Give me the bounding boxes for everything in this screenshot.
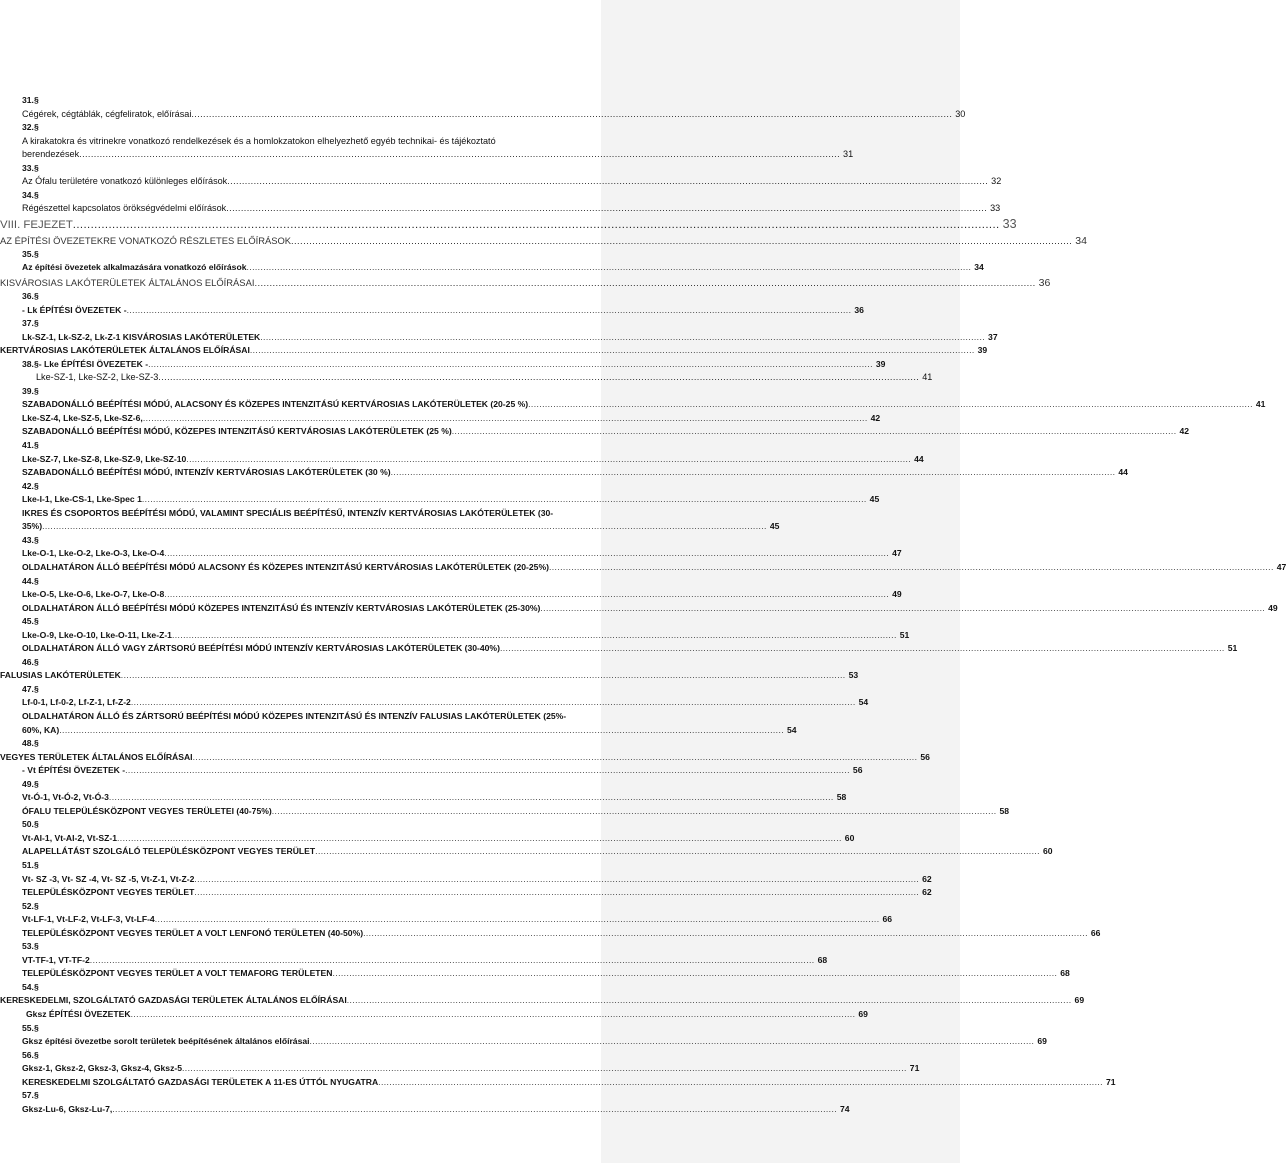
toc-leader-dots: .................................................................................................................................................................................................................................................................... xyxy=(540,602,1266,613)
toc-entry-title: 54.§ xyxy=(22,981,39,992)
toc-leader-dots: .................................................................................................................................................................................................................................................................... xyxy=(194,873,920,884)
toc-entry-title: 35.§ xyxy=(22,248,39,259)
toc-entry-title: AZ ÉPÍTÉSI ÖVEZETEKRE VONATKOZÓ RÉSZLETES ELŐÍRÁSOK xyxy=(0,234,292,246)
toc-entry[interactable] xyxy=(0,453,924,467)
toc-entry-title: Az Ófalu területére vonatkozó különleges előírások xyxy=(22,176,228,187)
toc-entry[interactable] xyxy=(0,602,1278,616)
toc-leader-dots: .................................................................................................................................................................................................................................................................... xyxy=(548,561,1274,572)
toc-entry[interactable] xyxy=(0,202,1001,216)
toc-entry-title: Lf-0-1, Lf-0-2, Lf-Z-1, Lf-Z-2 xyxy=(22,697,131,708)
toc-entry[interactable] xyxy=(0,507,627,521)
toc-page-number: 68 xyxy=(817,954,828,965)
toc-entry[interactable] xyxy=(0,954,828,968)
toc-entry[interactable] xyxy=(0,940,627,954)
toc-entry-title: Lke-SZ-7, Lke-SZ-8, Lke-SZ-9, Lke-SZ-10 xyxy=(22,453,187,464)
toc-page-number: 62 xyxy=(922,887,932,898)
toc-entry[interactable] xyxy=(0,1103,850,1117)
toc-entry[interactable] xyxy=(0,275,1051,290)
toc-page-number: 30 xyxy=(955,108,966,119)
toc-leader-dots: .................................................................................................................................................................................................................................................................... xyxy=(126,304,852,315)
toc-entry-title: Lke-SZ-1, Lke-SZ-2, Lke-SZ-3 xyxy=(36,372,159,383)
toc-page-number: 58 xyxy=(999,805,1010,816)
toc-entry-title: Az építési övezetek alkalmazására vonatkozó előírások xyxy=(22,262,247,273)
toc-entry[interactable] xyxy=(0,886,932,900)
toc-leader-dots: .................................................................................................................................................................................................................................................................... xyxy=(378,1076,1103,1087)
toc-page-number: 47 xyxy=(892,548,902,559)
toc-leader-dots: .................................................................................................................................................................................................................................................................... xyxy=(194,887,920,898)
toc-entry-title: OLDALHATÁRON ÁLLÓ VAGY ZÁRTSORÚ BEÉPÍTÉSI MÓDÚ INTENZÍV KERTVÁROSIAS LAKÓTERÜLETEK (30-40%) xyxy=(22,643,500,654)
toc-entry-title: KERESKEDELMI SZOLGÁLTATÓ GAZDASÁGI TERÜLETEK A 11-ES ÚTTÓL NYUGATRA xyxy=(22,1076,379,1087)
toc-leader-dots: .................................................................................................................................................................................................................................................................... xyxy=(499,643,1225,654)
toc-leader-dots: .................................................................................................................................................................................................................................................................... xyxy=(186,453,912,464)
toc-entry[interactable] xyxy=(0,385,627,399)
toc-leader-dots: .................................................................................................................................................................................................................................................................... xyxy=(346,995,1072,1006)
toc-entry[interactable] xyxy=(0,189,627,203)
toc-page-number: 54 xyxy=(858,697,869,708)
toc-entry[interactable] xyxy=(0,696,869,710)
toc-entry-title: 50.§ xyxy=(22,819,39,830)
toc-leader-dots: .................................................................................................................................................................................................................................................................... xyxy=(271,805,997,816)
toc-page-number: 49 xyxy=(892,589,902,600)
toc-entry[interactable] xyxy=(0,913,893,927)
toc-entry-title: ÓFALU TELEPÜLÉSKÖZPONT VEGYES TERÜLETEI (40-75%) xyxy=(22,805,272,816)
toc-page-number: 37 xyxy=(988,331,998,342)
toc-entry-title: Cégérek, cégtáblák, cégfeliratok, előírásai xyxy=(22,108,192,119)
toc-entry[interactable] xyxy=(0,480,627,494)
toc-leader-dots: .................................................................................................................................................................................................................................................................... xyxy=(254,277,1036,289)
toc-leader-dots: .................................................................................................................................................................................................................................................................... xyxy=(79,149,841,160)
toc-entry-title: SZABADONÁLLÓ BEÉPÍTÉSI MÓDÚ, ALACSONY ÉS KÖZEPES INTENZITÁSÚ KERTVÁROSIAS LAKÓTERÜLETEK (20-25 %) xyxy=(22,399,529,410)
toc-entry[interactable] xyxy=(0,94,627,108)
toc-entry-title: Régészettel kapcsolatos örökségvédelmi előírások xyxy=(22,203,227,214)
toc-entry[interactable] xyxy=(0,162,627,176)
toc-entry[interactable] xyxy=(0,724,797,738)
toc-entry[interactable] xyxy=(0,805,1010,819)
toc-leader-dots: .................................................................................................................................................................................................................................................................... xyxy=(125,765,850,776)
toc-entry[interactable] xyxy=(0,261,984,275)
toc-page-number: 44 xyxy=(914,453,924,464)
toc-entry[interactable] xyxy=(0,791,847,805)
toc-entry-title: OLDALHATÁRON ÁLLÓ BEÉPÍTÉSI MÓDÚ ALACSONY ÉS KÖZEPES INTENZITÁSÚ KERTVÁROSIAS LAKÓTERÜLETEK (20-25%) xyxy=(22,561,549,572)
toc-entry[interactable] xyxy=(0,425,1190,439)
toc-page-number: 31 xyxy=(843,149,854,160)
toc-page-number: 49 xyxy=(1268,602,1278,613)
toc-entry-title: 53.§ xyxy=(22,941,39,952)
toc-page-number: 74 xyxy=(840,1103,850,1114)
toc-entry-title: 48.§ xyxy=(22,738,39,749)
toc-entry[interactable] xyxy=(0,371,933,385)
toc-page-number: 33 xyxy=(1002,216,1017,231)
toc-leader-dots: .................................................................................................................................................................................................................................................................... xyxy=(249,345,975,356)
toc-entry-title: VIII. FEJEZET xyxy=(0,218,73,231)
toc-leader-dots: .................................................................................................................................................................................................................................................................... xyxy=(171,629,897,640)
toc-page-number: 68 xyxy=(1060,968,1070,979)
toc-entry[interactable] xyxy=(0,642,1238,656)
toc-entry-title: 45.§ xyxy=(22,616,39,627)
toc-entry-title: 39.§ xyxy=(22,385,39,396)
toc-entry[interactable] xyxy=(0,108,966,122)
toc-entry[interactable] xyxy=(0,534,627,548)
toc-leader-dots: .................................................................................................................................................................................................................................................................... xyxy=(192,751,918,762)
toc-page-number: 36 xyxy=(1038,277,1051,290)
toc-entry-title: FALUSIAS LAKÓTERÜLETEK xyxy=(0,670,121,681)
toc-entry[interactable] xyxy=(0,547,902,561)
toc-entry[interactable] xyxy=(0,669,859,683)
toc-entry[interactable] xyxy=(0,331,998,345)
toc-entry[interactable] xyxy=(0,737,627,751)
toc-entry-title: 49.§ xyxy=(22,778,39,789)
toc-entry[interactable] xyxy=(0,859,627,873)
toc-entry-title: 47.§ xyxy=(22,683,39,694)
toc-entry[interactable] xyxy=(0,778,627,792)
toc-entry-title: Lk-SZ-1, Lk-SZ-2, Lk-Z-1 KISVÁROSIAS LAKÓTERÜLETEK xyxy=(22,331,261,342)
toc-entry-title: A kirakatokra és vitrinekre vonatkozó rendelkezések és a homlokzatokon elhelyezhető egyéb technikai- és tájékoztató xyxy=(22,135,496,146)
toc-leader-dots: .................................................................................................................................................................................................................................................................... xyxy=(191,108,953,119)
toc-entry[interactable] xyxy=(0,751,930,765)
toc-page-number: 51 xyxy=(899,629,910,640)
toc-leader-dots: .................................................................................................................................................................................................................................................................... xyxy=(390,467,1116,478)
toc-leader-dots: .................................................................................................................................................................................................................................................................... xyxy=(315,846,1040,857)
toc-leader-dots: .................................................................................................................................................................................................................................................................... xyxy=(309,1036,1035,1047)
toc-entry[interactable] xyxy=(0,1035,1047,1049)
toc-entry-title: VEGYES TERÜLETEK ÁLTALÁNOS ELŐÍRÁSAI xyxy=(0,751,193,762)
toc-leader-dots: .................................................................................................................................................................................................................................................................... xyxy=(154,914,880,925)
toc-entry-title: KERESKEDELMI, SZOLGÁLTATÓ GAZDASÁGI TERÜLETEK ÁLTALÁNOS ELŐÍRÁSAI xyxy=(0,995,347,1006)
toc-entry[interactable] xyxy=(0,832,855,846)
toc-entry[interactable] xyxy=(0,1022,627,1036)
toc-entry[interactable] xyxy=(0,317,627,331)
toc-leader-dots: .................................................................................................................................................................................................................................................................... xyxy=(141,494,867,505)
toc-entry-title: Gksz építési övezetbe sorolt területek beépítésének általános előírásai xyxy=(22,1036,310,1047)
toc-entry[interactable] xyxy=(0,873,932,887)
toc-entry[interactable] xyxy=(0,148,854,162)
toc-leader-dots: .................................................................................................................................................................................................................................................................... xyxy=(148,358,873,369)
toc-entry-title: 46.§ xyxy=(22,656,39,667)
toc-entry-title: OLDALHATÁRON ÁLLÓ BEÉPÍTÉSI MÓDÚ KÖZEPES INTENZITÁSÚ ÉS INTENZÍV KERTVÁROSIAS LAKÓTERÜLETEK (25-30%) xyxy=(22,602,541,613)
toc-page-number: 66 xyxy=(882,914,893,925)
toc-page-number: 60 xyxy=(844,832,855,843)
toc-leader-dots: .................................................................................................................................................................................................................................................................... xyxy=(130,697,856,708)
toc-entry[interactable] xyxy=(0,1089,627,1103)
toc-page-number: 34 xyxy=(1075,234,1087,247)
toc-entry-title: 44.§ xyxy=(22,575,39,586)
toc-entry-title: ALAPELLÁTÁST SZOLGÁLÓ TELEPÜLÉSKÖZPONT VEGYES TERÜLET xyxy=(22,846,316,857)
toc-entry[interactable] xyxy=(0,290,627,304)
toc-page-number: 54 xyxy=(787,724,797,735)
toc-leader-dots: .................................................................................................................................................................................................................................................................... xyxy=(291,234,1073,246)
toc-leader-dots: .................................................................................................................................................................................................................................................................... xyxy=(59,724,785,735)
toc-entry-title: 32.§ xyxy=(22,122,39,133)
toc-entry[interactable] xyxy=(0,175,1002,189)
toc-page-number: 69 xyxy=(1037,1036,1047,1047)
toc-leader-dots: .................................................................................................................................................................................................................................................................... xyxy=(164,548,890,559)
toc-entry-title: OLDALHATÁRON ÁLLÓ ÉS ZÁRTSORÚ BEÉPÍTÉSI MÓDÚ KÖZEPES INTENZITÁSÚ ÉS INTENZÍV FALUSIAS LAKÓTERÜLETEK (25%- xyxy=(22,710,567,721)
toc-leader-dots: .................................................................................................................................................................................................................................................................... xyxy=(72,218,1000,231)
toc-entry[interactable] xyxy=(0,1062,920,1076)
toc-entry[interactable] xyxy=(0,981,627,995)
toc-entry[interactable] xyxy=(0,412,881,426)
table-of-contents xyxy=(0,94,1286,1116)
toc-entry-title: TELEPÜLÉSKÖZPONT VEGYES TERÜLET A VOLT LENFONÓ TERÜLETEN (40-50%) xyxy=(22,927,364,938)
toc-leader-dots: .................................................................................................................................................................................................................................................................... xyxy=(226,203,988,214)
toc-entry[interactable] xyxy=(0,520,780,534)
toc-entry-title: 42.§ xyxy=(22,480,39,491)
toc-entry[interactable] xyxy=(0,493,880,507)
toc-entry-title: berendezések xyxy=(22,149,80,160)
toc-leader-dots: .................................................................................................................................................................................................................................................................... xyxy=(89,954,815,965)
toc-entry-title: Lke-O-9, Lke-O-10, Lke-O-11, Lke-Z-1 xyxy=(22,629,172,640)
toc-page-number: 51 xyxy=(1227,643,1238,654)
toc-leader-dots: .................................................................................................................................................................................................................................................................... xyxy=(142,412,868,423)
toc-page-number: 62 xyxy=(922,873,932,884)
toc-entry[interactable] xyxy=(0,927,1101,941)
toc-leader-dots: .................................................................................................................................................................................................................................................................... xyxy=(42,521,767,532)
toc-entry-title: 43.§ xyxy=(22,534,39,545)
toc-entry-title: IKRES ÉS CSOPORTOS BEÉPÍTÉSI MÓDÚ, VALAMINT SPECIÁLIS BEÉPÍTÉSŰ, INTENZÍV KERTVÁROSIAS LAKÓTERÜLETEK (30- xyxy=(22,507,554,518)
toc-page-number: 34 xyxy=(974,262,984,273)
toc-page-number: 53 xyxy=(848,670,859,681)
toc-leader-dots: .................................................................................................................................................................................................................................................................... xyxy=(164,589,890,600)
toc-entry-title: 51.§ xyxy=(22,859,39,870)
toc-leader-dots: .................................................................................................................................................................................................................................................................... xyxy=(182,1063,907,1074)
toc-page-number: 56 xyxy=(852,765,863,776)
toc-entry[interactable] xyxy=(0,845,1053,859)
toc-entry[interactable] xyxy=(0,683,627,697)
toc-entry-title: Vt-LF-1, Vt-LF-2, Vt-LF-3, Vt-LF-4 xyxy=(22,914,155,925)
toc-entry-title: Gksz ÉPÍTÉSI ÖVEZETEK xyxy=(26,1009,131,1019)
toc-entry[interactable] xyxy=(0,588,902,602)
toc-entry-title: 55.§ xyxy=(22,1022,39,1033)
toc-entry[interactable] xyxy=(0,561,1286,575)
toc-entry[interactable] xyxy=(0,121,627,135)
toc-entry-title: Vt-Ó-1, Vt-Ó-2, Vt-Ó-3 xyxy=(22,792,109,803)
toc-entry[interactable] xyxy=(0,656,627,670)
toc-entry[interactable] xyxy=(0,1049,627,1063)
toc-page-number: 58 xyxy=(836,792,847,803)
toc-page-number: 71 xyxy=(1105,1076,1116,1087)
toc-page-number: 41 xyxy=(1255,399,1266,410)
toc-entry-title: VT-TF-1, VT-TF-2 xyxy=(22,954,90,965)
toc-leader-dots: .................................................................................................................................................................................................................................................................... xyxy=(451,426,1177,437)
toc-entry-title: KERTVÁROSIAS LAKÓTERÜLETEK ÁLTALÁNOS ELŐÍRÁSAI xyxy=(0,345,250,356)
toc-leader-dots: .................................................................................................................................................................................................................................................................... xyxy=(117,832,842,843)
toc-entry-title: Lke-SZ-4, Lke-SZ-5, Lke-SZ-6, xyxy=(22,412,143,423)
toc-entry-title: - Lk ÉPÍTÉSI ÖVEZETEK - xyxy=(22,304,127,315)
toc-page-number: 56 xyxy=(920,751,930,762)
toc-entry[interactable] xyxy=(0,466,1128,480)
toc-leader-dots: .................................................................................................................................................................................................................................................................... xyxy=(528,399,1253,410)
toc-entry-title: 38.§- Lke ÉPÍTÉSI ÖVEZETEK - xyxy=(22,358,149,369)
toc-entry[interactable] xyxy=(0,358,886,372)
toc-page-number: 60 xyxy=(1042,846,1053,857)
toc-page-number: 41 xyxy=(922,372,933,383)
toc-page-number: 45 xyxy=(869,494,880,505)
toc-entry[interactable] xyxy=(0,764,863,778)
toc-entry[interactable] xyxy=(0,248,627,262)
toc-page-number: 66 xyxy=(1090,927,1101,938)
toc-page-number: 36 xyxy=(854,304,864,315)
toc-entry[interactable] xyxy=(0,216,1017,233)
toc-page-number: 42 xyxy=(870,412,881,423)
toc-page-number: 47 xyxy=(1276,561,1286,572)
toc-page-number: 69 xyxy=(858,1009,868,1019)
toc-entry-title: 56.§ xyxy=(22,1049,39,1060)
toc-entry[interactable] xyxy=(0,710,627,724)
toc-entry[interactable] xyxy=(0,1008,868,1022)
toc-entry[interactable] xyxy=(0,575,627,589)
toc-entry-title: Lke-I-1, Lke-CS-1, Lke-Spec 1 xyxy=(22,494,142,505)
toc-entry-title: 37.§ xyxy=(22,318,39,329)
toc-leader-dots: .................................................................................................................................................................................................................................................................... xyxy=(130,1009,856,1019)
toc-page-number: 42 xyxy=(1179,426,1190,437)
toc-entry-title: 34.§ xyxy=(22,189,39,200)
toc-entry-title: KISVÁROSIAS LAKÓTERÜLETEK ÁLTALÁNOS ELŐÍRÁSAI xyxy=(0,277,255,289)
toc-entry[interactable] xyxy=(0,967,1070,981)
toc-leader-dots: .................................................................................................................................................................................................................................................................... xyxy=(108,792,834,803)
toc-entry-title: - Vt ÉPÍTÉSI ÖVEZETEK - xyxy=(22,765,126,776)
toc-page-number: 69 xyxy=(1074,995,1085,1006)
toc-entry-title: Vt- SZ -3, Vt- SZ -4, Vt- SZ -5, Vt-Z-1, Vt-Z-2 xyxy=(22,873,195,884)
toc-leader-dots: .................................................................................................................................................................................................................................................................... xyxy=(332,968,1058,979)
toc-entry-title: 36.§ xyxy=(22,291,39,302)
toc-entry-title: 35%) xyxy=(22,521,43,532)
toc-entry[interactable] xyxy=(0,900,627,914)
toc-page-number: 44 xyxy=(1118,467,1128,478)
toc-entry-title: 57.§ xyxy=(22,1090,39,1101)
toc-entry[interactable] xyxy=(0,1076,1116,1090)
toc-leader-dots: .................................................................................................................................................................................................................................................................... xyxy=(363,927,1088,938)
toc-page-number: 39 xyxy=(875,358,886,369)
toc-entry[interactable] xyxy=(0,304,864,318)
toc-leader-dots: .................................................................................................................................................................................................................................................................... xyxy=(120,670,846,681)
toc-page-number: 45 xyxy=(769,521,780,532)
toc-entry[interactable] xyxy=(0,344,988,358)
toc-entry[interactable] xyxy=(0,233,1087,248)
toc-entry-title: Gksz-1, Gksz-2, Gksz-3, Gksz-4, Gksz-5 xyxy=(22,1063,183,1074)
toc-leader-dots: .................................................................................................................................................................................................................................................................... xyxy=(158,372,920,383)
toc-entry-title: Gksz-Lu-6, Gksz-Lu-7, xyxy=(22,1103,113,1114)
toc-entry-title: SZABADONÁLLÓ BEÉPÍTÉSI MÓDÚ, KÖZEPES INTENZITÁSÚ KERTVÁROSIAS LAKÓTERÜLETEK (25 %) xyxy=(22,426,452,437)
toc-entry[interactable] xyxy=(0,994,1085,1008)
toc-entry[interactable] xyxy=(0,398,1266,412)
toc-entry[interactable] xyxy=(0,629,910,643)
toc-entry-title: TELEPÜLÉSKÖZPONT VEGYES TERÜLET A VOLT TEMAFORG TERÜLETEN xyxy=(22,968,333,979)
toc-leader-dots: .................................................................................................................................................................................................................................................................... xyxy=(227,176,989,187)
toc-entry-title: Vt-AI-1, Vt-AI-2, Vt-SZ-1 xyxy=(22,832,118,843)
toc-entry-title: Lke-O-1, Lke-O-2, Lke-O-3, Lke-O-4 xyxy=(22,548,165,559)
toc-leader-dots: .................................................................................................................................................................................................................................................................... xyxy=(246,262,972,273)
toc-entry[interactable] xyxy=(0,135,627,149)
toc-page-number: 33 xyxy=(990,203,1001,214)
toc-page-number: 32 xyxy=(991,176,1002,187)
toc-entry-title: 41.§ xyxy=(22,440,39,451)
toc-page-number: 39 xyxy=(977,345,988,356)
toc-entry-title: TELEPÜLÉSKÖZPONT VEGYES TERÜLET xyxy=(22,887,195,898)
toc-leader-dots: .................................................................................................................................................................................................................................................................... xyxy=(260,331,986,342)
toc-entry-title: Lke-O-5, Lke-O-6, Lke-O-7, Lke-O-8 xyxy=(22,589,165,600)
toc-entry-title: 52.§ xyxy=(22,900,39,911)
toc-entry-title: 33.§ xyxy=(22,162,39,173)
toc-entry[interactable] xyxy=(0,615,627,629)
toc-entry-title: SZABADONÁLLÓ BEÉPÍTÉSI MÓDÚ, INTENZÍV KERTVÁROSIAS LAKÓTERÜLETEK (30 %) xyxy=(22,467,391,478)
toc-leader-dots: .................................................................................................................................................................................................................................................................... xyxy=(112,1103,838,1114)
toc-entry-title: 60%, KA) xyxy=(22,724,60,735)
toc-page-number: 71 xyxy=(909,1063,920,1074)
toc-entry[interactable] xyxy=(0,439,627,453)
toc-entry[interactable] xyxy=(0,818,627,832)
toc-entry-title: 31.§ xyxy=(22,95,39,105)
